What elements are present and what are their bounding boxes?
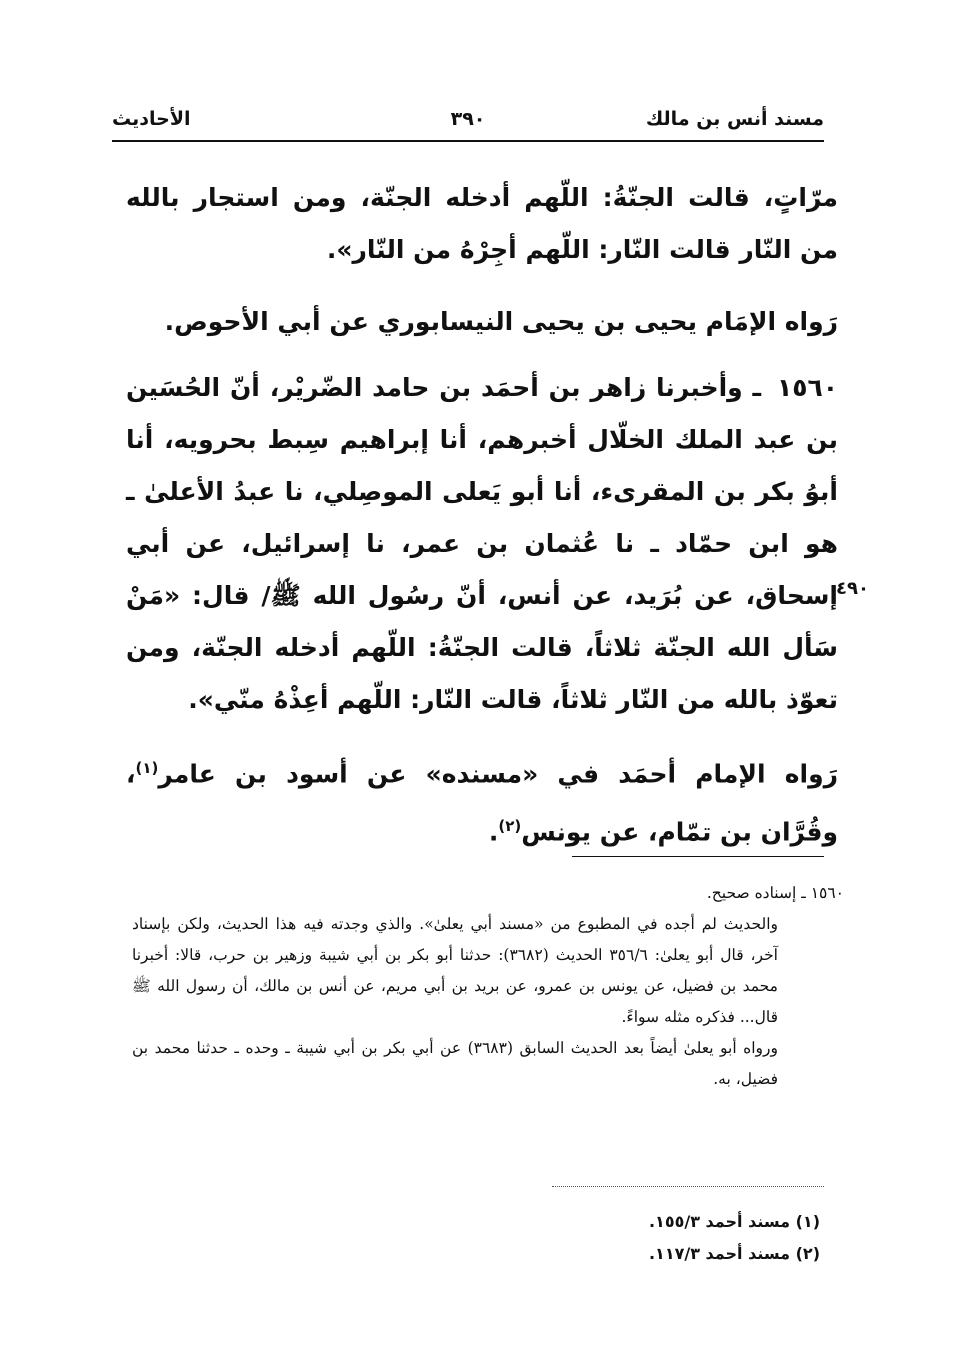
- note-second-narration: ورواه أبو يعلىٰ أيضاً بعد الحديث السابق (٣٦٨٣) عن أبي بكر بن أبي شيبة ـ وحده ـ حدثنا محمد بن فضيل، به.: [132, 1039, 779, 1088]
- hadith-text: ـ وأخبرنا زاهر بن أحمَد بن حامد الضّريْر، أنّ الحُسَين بن عبد الملك الخلّال أخبرهم، أنا إبراهيم سِبط بحرويه، أنا أبوُ بكر بن المقرىء، أنا أبو يَعلى الموصِلي، نا عبدُ الأعلىٰ ـ هو ابن حمّاد ـ نا عُثمان بن عمر، نا إسرائيل، عن أبي إسحاق، عن بُرَيد، عن أنس، أنّ رسُول الله ﷺ/ قال: «مَنْ سَأل الله الجنّة ثلاثاً، قالت الجنّةُ: اللّهم أدخله الجنّة، ومن تعوّذ بالله من النّار ثلاثاً، قالت النّار: اللّهم أعِذْهُ منّي».: [126, 373, 838, 714]
- reference-text-c: .: [488, 817, 499, 847]
- hadith-number: ١٥٦٠: [776, 373, 838, 402]
- reference-text-b: ، وقُرَّان بن تمّام، عن يونس: [126, 759, 838, 847]
- header-book-title: مسند أنس بن مالك: [645, 108, 824, 130]
- footnotes: [180, 1206, 820, 1270]
- manuscript-page-marker: ٤٩٠: [836, 578, 869, 599]
- footnotes-divider: [552, 1186, 824, 1187]
- footnote-item: (٢) مسند أحمد ١١٧/٣.: [648, 1244, 820, 1263]
- notes-divider: [572, 856, 824, 857]
- paragraph-hadith-1560: [126, 362, 838, 726]
- reference-text-a: رَواه الإمام أحمَد في «مسنده» عن أسود بن عامر: [158, 759, 838, 789]
- paragraph-narration-note: رَواه الإمَام يحيى بن يحيى النيسابوري عن أبي الأحوص.: [164, 307, 838, 336]
- footnote-item: (١) مسند أحمد ١٥٥/٣.: [648, 1212, 820, 1231]
- paragraph-musnad-reference: [126, 742, 838, 859]
- page-header: [112, 104, 824, 142]
- header-section-title: الأحاديث: [112, 108, 191, 130]
- footnote-ref-1[interactable]: (١): [135, 759, 159, 777]
- footnote-ref-2[interactable]: (٢): [498, 817, 522, 836]
- paragraph-hadith-end: مرّاتٍ، قالت الجنّةُ: اللّهم أدخله الجنّة، ومن استجار بالله من النّار قالت النّار: اللّهم أجِرْهُ من النّار».: [126, 183, 838, 264]
- note-isnad-grade: ١٥٦٠ ـ إسناده صحيح.: [706, 884, 844, 902]
- editor-notes: [132, 878, 844, 1095]
- page-number: ٣٩٠: [450, 108, 486, 130]
- note-source-check: والحديث لم أجده في المطبوع من «مسند أبي يعلىٰ». والذي وجدته فيه هذا الحديث، ولكن بإسناد آخر، قال أبو يعلىٰ: ٣٥٦/٦ الحديث (٣٦٨٢): حدثنا أبو بكر بن أبي شيبة وزهير بن حرب، قالا: أخبرنا محمد بن فضيل، عن يونس بن عمرو، عن بريد بن أبي مريم، عن أنس بن مالك، أن رسول الله ﷺ قال... فذكره مثله سواءً.: [132, 915, 778, 1026]
